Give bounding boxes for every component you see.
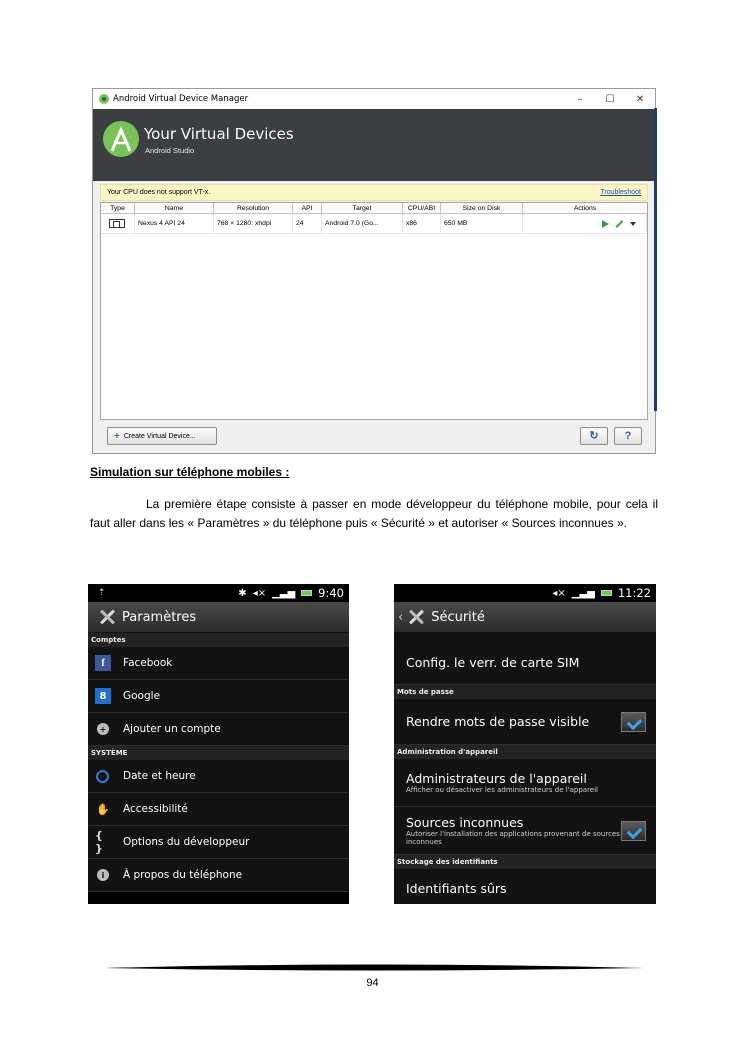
item-summary: Afficher ou désactiver les administrateurs de l'appareil bbox=[406, 786, 599, 794]
clock-icon bbox=[96, 770, 109, 783]
col-resolution[interactable]: Resolution bbox=[214, 203, 293, 213]
size-cell: 650 MB bbox=[441, 214, 523, 233]
add-icon: + bbox=[97, 723, 109, 735]
target-cell: Android 7.0 (Go... bbox=[322, 214, 403, 233]
col-type[interactable]: Type bbox=[101, 203, 135, 213]
api-cell: 24 bbox=[293, 214, 322, 233]
item-label: Ajouter un compte bbox=[123, 723, 221, 735]
list-item-unknown-sources[interactable] bbox=[394, 807, 656, 855]
col-actions[interactable]: Actions bbox=[573, 205, 597, 212]
show-passwords-checkbox[interactable] bbox=[621, 712, 646, 732]
signal-icon: ▁▃▅ bbox=[272, 587, 296, 599]
window-title: Android Virtual Device Manager bbox=[113, 94, 249, 104]
info-icon: i bbox=[97, 869, 109, 881]
list-item-facebook[interactable] bbox=[88, 647, 349, 680]
header-subtitle: Android Studio bbox=[145, 146, 195, 155]
mute-icon: ◂× bbox=[552, 587, 566, 599]
unknown-sources-checkbox[interactable] bbox=[621, 821, 646, 841]
col-cpu[interactable]: CPU/ABI bbox=[403, 203, 441, 213]
item-label: Date et heure bbox=[123, 770, 196, 782]
plus-icon: + bbox=[114, 430, 120, 442]
status-time: 9:40 bbox=[318, 586, 344, 600]
tools-icon bbox=[98, 608, 116, 626]
list-item-device-admins[interactable] bbox=[394, 759, 656, 807]
phone-security-screenshot bbox=[394, 584, 656, 904]
security-appbar bbox=[394, 602, 656, 633]
usb-icon: ⇡ bbox=[98, 588, 106, 598]
item-label: Google bbox=[123, 690, 161, 702]
google-icon: 8 bbox=[95, 688, 111, 704]
page-number: 94 bbox=[366, 977, 379, 989]
launch-play-icon[interactable] bbox=[602, 220, 609, 228]
item-label: Options du développeur bbox=[123, 836, 250, 848]
section-passwords: Mots de passe bbox=[394, 685, 656, 699]
cpu-warning-banner bbox=[100, 184, 648, 201]
col-size[interactable]: Size on Disk bbox=[441, 203, 523, 213]
list-item-show-passwords[interactable] bbox=[394, 699, 656, 745]
list-item-add-account[interactable] bbox=[88, 713, 349, 746]
troubleshoot-link[interactable]: Troubleshoot bbox=[600, 189, 641, 196]
resolution-cell: 768 × 1280: xhdpi bbox=[214, 214, 293, 233]
device-name-cell: Nexus 4 API 24 bbox=[135, 214, 214, 233]
item-label: Sources inconnues bbox=[406, 815, 524, 830]
item-label: Accessibilité bbox=[123, 803, 188, 815]
section-heading: Simulation sur téléphone mobiles : bbox=[90, 465, 290, 479]
body-paragraph bbox=[90, 495, 658, 533]
item-label: Identifiants sûrs bbox=[406, 881, 507, 896]
settings-appbar bbox=[88, 602, 349, 633]
avd-header bbox=[93, 109, 655, 181]
bluetooth-icon: ✱ bbox=[238, 587, 247, 599]
item-label: Facebook bbox=[123, 657, 173, 669]
col-target[interactable]: Target bbox=[322, 203, 403, 213]
create-virtual-device-button[interactable] bbox=[107, 427, 217, 445]
footer-rule bbox=[105, 963, 643, 973]
actions-cell bbox=[523, 214, 647, 233]
settings-title: Paramètres bbox=[122, 609, 197, 625]
device-type-cell bbox=[101, 214, 135, 233]
tools-icon bbox=[407, 608, 425, 626]
list-item-about-phone[interactable] bbox=[88, 859, 349, 892]
minimize-button[interactable]: – bbox=[577, 93, 583, 105]
paragraph-text: La première étape consiste à passer en mode développeur du téléphone mobile, pour cela il faut aller dans les « Paramètres » du téléphone puis « Sécurité » et autoriser « Sources inconnues ». bbox=[90, 497, 658, 530]
section-accounts: Comptes bbox=[88, 633, 349, 647]
table-header bbox=[101, 203, 647, 214]
battery-icon bbox=[301, 590, 312, 596]
status-bar bbox=[88, 584, 349, 602]
item-label: À propos du téléphone bbox=[123, 869, 243, 881]
list-item-date-time[interactable] bbox=[88, 760, 349, 793]
hand-icon: ✋ bbox=[96, 802, 110, 816]
phone-device-icon bbox=[109, 219, 125, 228]
close-button[interactable]: ✕ bbox=[635, 93, 645, 105]
signal-icon: ▁▃▅ bbox=[571, 587, 595, 599]
refresh-button[interactable]: ↻ bbox=[580, 427, 608, 445]
col-name[interactable]: Name bbox=[135, 203, 214, 213]
list-item-trusted-credentials[interactable] bbox=[394, 869, 656, 904]
item-label: Config. le verr. de carte SIM bbox=[406, 655, 580, 670]
item-summary: Autoriser l'installation des applications provenant de sources inconnues bbox=[406, 830, 620, 846]
item-label: Administrateurs de l'appareil bbox=[406, 771, 587, 786]
more-dropdown-icon[interactable] bbox=[630, 222, 636, 226]
help-button[interactable]: ? bbox=[614, 427, 642, 445]
window-titlebar bbox=[93, 89, 655, 109]
avd-manager-window bbox=[92, 88, 656, 454]
warning-text: Your CPU does not support VT-x. bbox=[107, 189, 211, 196]
create-button-label: Create Virtual Device... bbox=[123, 432, 196, 440]
section-credential-storage: Stockage des identifiants bbox=[394, 855, 656, 869]
table-row[interactable] bbox=[101, 214, 647, 234]
scrolled-edge bbox=[394, 633, 656, 641]
braces-icon: { } bbox=[95, 829, 103, 855]
status-time: 11:22 bbox=[617, 586, 651, 600]
cpu-cell: x86 bbox=[403, 214, 441, 233]
android-icon bbox=[99, 94, 109, 104]
list-item-sim-lock[interactable] bbox=[394, 641, 656, 685]
facebook-icon: f bbox=[95, 655, 111, 671]
edit-pencil-icon[interactable] bbox=[616, 220, 624, 228]
maximize-button[interactable]: ☐ bbox=[605, 93, 615, 105]
battery-icon bbox=[601, 590, 612, 596]
list-item-google[interactable] bbox=[88, 680, 349, 713]
android-studio-icon bbox=[103, 121, 139, 157]
section-device-admin: Administration d'appareil bbox=[394, 745, 656, 759]
device-table bbox=[100, 202, 648, 420]
section-system: SYSTÈME bbox=[88, 746, 349, 760]
back-chevron-icon[interactable]: ‹ bbox=[398, 609, 404, 625]
item-label: Rendre mots de passe visible bbox=[406, 714, 590, 729]
security-title: Sécurité bbox=[431, 609, 485, 625]
status-bar bbox=[394, 584, 656, 602]
mute-icon: ◂× bbox=[252, 587, 267, 599]
header-title: Your Virtual Devices bbox=[144, 125, 294, 143]
col-api[interactable]: API bbox=[293, 203, 322, 213]
window-edge bbox=[654, 108, 657, 411]
list-item-accessibility[interactable] bbox=[88, 793, 349, 826]
list-item-developer-options[interactable] bbox=[88, 826, 349, 859]
phone-settings-screenshot bbox=[88, 584, 349, 904]
